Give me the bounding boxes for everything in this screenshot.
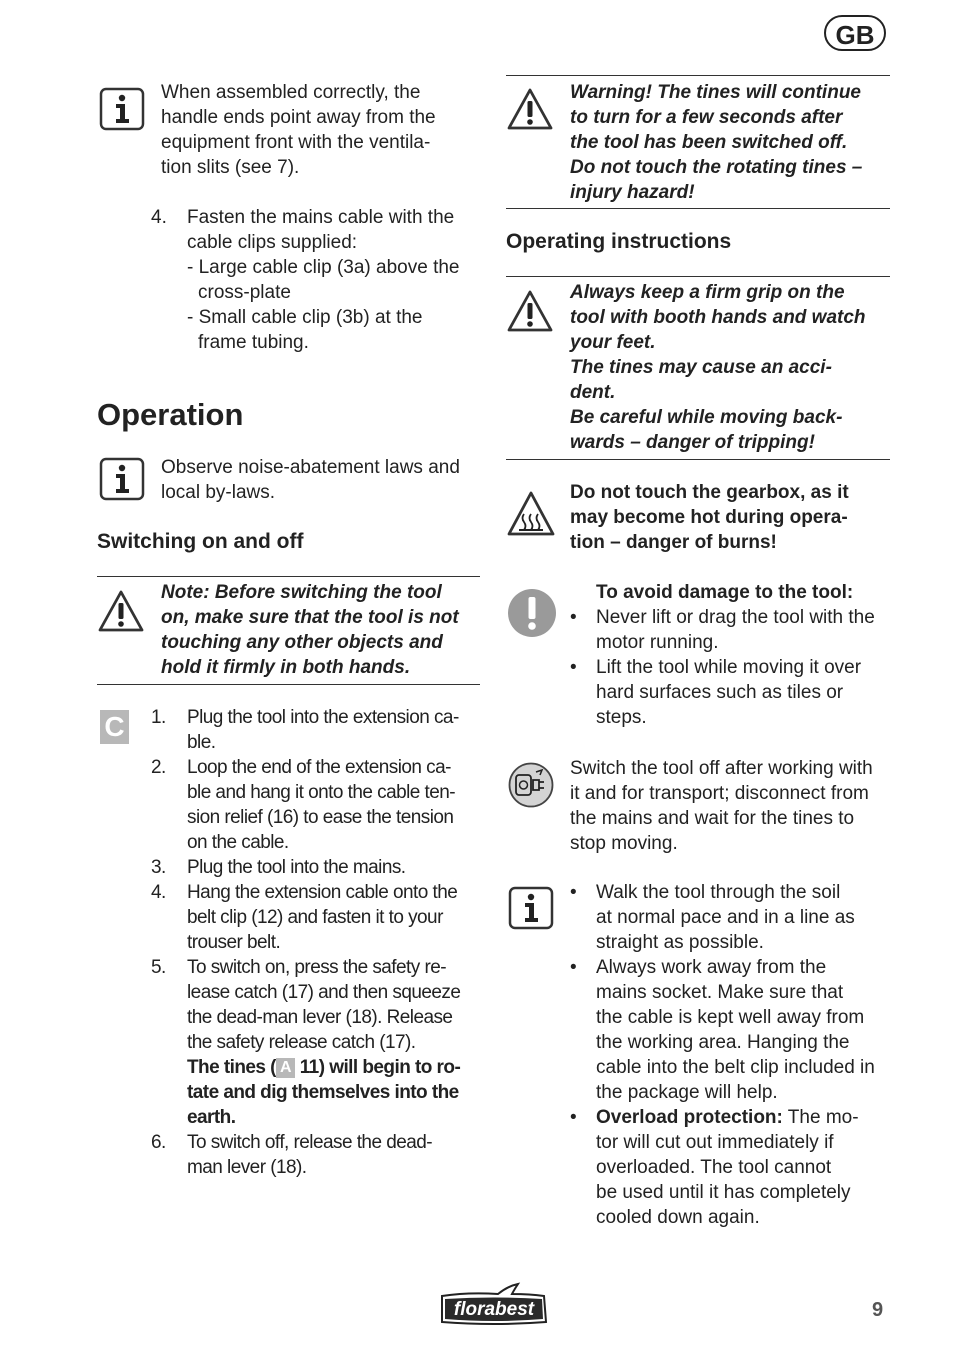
unplug-icon <box>508 762 554 815</box>
divider <box>506 276 890 277</box>
usage-tips-list <box>570 880 896 1230</box>
text-line: When assembled correctly, the <box>161 82 421 103</box>
text-line: to turn for a few seconds after <box>570 107 843 128</box>
text-line: tor will cut out immediately if <box>596 1132 834 1153</box>
text-line: Loop the end of the extension ca- <box>187 757 451 778</box>
list-item <box>570 955 896 1105</box>
switch-off-note <box>570 756 900 856</box>
text-line: Plug the tool into the extension ca- <box>187 707 459 728</box>
step-4-cable-clips <box>151 205 487 355</box>
damage-avoidance-list <box>570 580 896 730</box>
text-line: cable clips supplied: <box>187 232 358 253</box>
language-badge: GB <box>824 15 886 51</box>
text-line: cooled down again. <box>596 1207 760 1228</box>
text-line: dent. <box>570 382 616 403</box>
text-line: Do not touch the rotating tines – <box>570 157 863 178</box>
figure-c-badge: C <box>100 710 129 744</box>
text-line: Note: Before switching the tool <box>161 582 442 603</box>
text-line: sion relief (16) to ease the tension <box>187 807 454 828</box>
text-line: tion – danger of burns! <box>570 532 777 553</box>
text-line: tool with booth hands and watch <box>570 307 866 328</box>
text-line: Observe noise-abatement laws and <box>161 457 460 478</box>
text-line: the mains and wait for the tines to <box>570 808 855 829</box>
text-line: cable into the belt clip included in <box>596 1057 875 1078</box>
list-item <box>151 755 487 855</box>
text-line: man lever (18). <box>187 1157 307 1178</box>
text-line: the dead-man lever (18). Release <box>187 1007 453 1028</box>
text-fragment: The tines ( <box>187 1057 276 1078</box>
list-item <box>570 1105 896 1230</box>
step-number: 5. <box>151 957 166 978</box>
note-before-switching <box>161 580 491 680</box>
info-icon <box>99 87 145 131</box>
text-line: belt clip (12) and fasten it to your <box>187 907 443 928</box>
text-line: mains socket. Make sure that <box>596 982 844 1003</box>
info-note-noise <box>161 455 491 505</box>
list-item <box>570 880 896 955</box>
text-line: - Small cable clip (3b) at the <box>187 307 423 328</box>
text-line: the working area. Hanging the <box>596 1032 850 1053</box>
text-line: To switch off, release the dead- <box>187 1132 433 1153</box>
text-line: hard surfaces such as tiles or <box>596 682 844 703</box>
warning-firm-grip <box>570 280 900 455</box>
text-line: Never lift or drag the tool with the <box>596 607 875 628</box>
text-fragment: The mo- <box>782 1107 859 1128</box>
hot-surface-icon <box>506 490 556 538</box>
info-icon <box>508 886 554 930</box>
step-number: 4. <box>151 882 166 903</box>
divider <box>506 75 890 76</box>
text-line: Hang the extension cable onto the <box>187 882 458 903</box>
text-line: touching any other objects and <box>161 632 443 653</box>
info-icon <box>99 457 145 501</box>
step-number: 4. <box>151 207 167 228</box>
info-note-handle-ends <box>161 80 491 180</box>
text-line: at normal pace and in a line as <box>596 907 855 928</box>
text-line: may become hot during opera- <box>570 507 848 528</box>
text-line: the cable is kept well away from <box>596 1007 865 1028</box>
bullet: • <box>570 657 577 678</box>
text-line: the tool has been switched off. <box>570 132 848 153</box>
text-line: stop moving. <box>570 833 678 854</box>
section-title-operation: Operation <box>97 397 244 432</box>
text-line: tate and dig themselves into the <box>187 1082 459 1103</box>
text-line: Be careful while moving back- <box>570 407 843 428</box>
text-line: Fasten the mains cable with the <box>187 207 455 228</box>
overload-label: Overload protection: <box>596 1107 783 1128</box>
text-line: equipment front with the ventila- <box>161 132 431 153</box>
text-line: ble and hang it onto the cable ten- <box>187 782 456 803</box>
text-line: straight as possible. <box>596 932 764 953</box>
subsection-title-switching: Switching on and off <box>97 530 304 553</box>
warning-icon <box>97 588 145 634</box>
text-fragment: 11) will begin to ro- <box>299 1057 461 1078</box>
step-number: 6. <box>151 1132 166 1153</box>
warning-icon <box>506 288 554 334</box>
text-line: Walk the tool through the soil <box>596 882 841 903</box>
text-line: motor running. <box>596 632 719 653</box>
florabest-logo <box>438 1282 548 1328</box>
bullet: • <box>570 882 577 903</box>
list-item <box>570 605 896 655</box>
list-item <box>151 855 487 880</box>
text-line: To switch on, press the safety re- <box>187 957 447 978</box>
text-line: ble. <box>187 732 216 753</box>
text-line: earth. <box>187 1107 236 1128</box>
text-line: wards – danger of tripping! <box>570 432 815 453</box>
divider <box>97 576 480 577</box>
text-line: overloaded. The tool cannot <box>596 1157 832 1178</box>
page-number: 9 <box>872 1299 884 1321</box>
text-line: The tines may cause an acci- <box>570 357 832 378</box>
text-line: Switch the tool off after working with <box>570 758 873 779</box>
bullet: • <box>570 1107 577 1128</box>
text-line: handle ends point away from the <box>161 107 436 128</box>
subsection-title-operating: Operating instructions <box>506 230 732 253</box>
text-line: steps. <box>596 707 647 728</box>
text-line: your feet. <box>570 332 656 353</box>
text-line: the package will help. <box>596 1082 778 1103</box>
text-line: hold it firmly in both hands. <box>161 657 411 678</box>
step-number: 3. <box>151 857 166 878</box>
list-heading: To avoid damage to the tool: <box>596 582 854 603</box>
text-line: it and for transport; disconnect from <box>570 783 869 804</box>
list-item <box>151 880 487 955</box>
list-item <box>151 955 487 1130</box>
divider <box>506 459 890 460</box>
text-line: Plug the tool into the mains. <box>187 857 406 878</box>
step-number: 2. <box>151 757 166 778</box>
text-line: - Large cable clip (3a) above the <box>187 257 460 278</box>
switching-steps-list <box>151 705 487 1180</box>
text-line: Always keep a firm grip on the <box>570 282 845 303</box>
figure-a-badge: A <box>276 1058 295 1078</box>
list-item <box>570 655 896 730</box>
text-line: the safety release catch (17). <box>187 1032 416 1053</box>
text-line: local by-laws. <box>161 482 276 503</box>
text-line: be used until it has completely <box>596 1182 851 1203</box>
divider <box>506 208 890 209</box>
bullet: • <box>570 957 577 978</box>
text-line: cross-plate <box>198 282 291 303</box>
text-line: Do not touch the gearbox, as it <box>570 482 849 503</box>
text-line: Lift the tool while moving it over <box>596 657 862 678</box>
text-line: Always work away from the <box>596 957 827 978</box>
tines-bold-line <box>187 1055 487 1080</box>
text-line: tion slits (see 7). <box>161 157 300 178</box>
text-line: Warning! The tines will continue <box>570 82 861 103</box>
step-number: 1. <box>151 707 166 728</box>
hot-gearbox-warning <box>570 480 900 555</box>
logo-text: florabest <box>453 1299 535 1320</box>
warning-icon <box>506 86 554 132</box>
text-line: injury hazard! <box>570 182 695 203</box>
text-line: trouser belt. <box>187 932 281 953</box>
text-line: lease catch (17) and then squeeze <box>187 982 461 1003</box>
text-line: frame tubing. <box>198 332 309 353</box>
text-line: on, make sure that the tool is not <box>161 607 459 628</box>
list-item <box>151 1130 487 1180</box>
warning-tines-continue <box>570 80 900 205</box>
divider <box>97 684 480 685</box>
bullet: • <box>570 607 577 628</box>
overload-first-line <box>596 1105 896 1130</box>
list-item <box>151 705 487 755</box>
attention-icon <box>507 588 557 645</box>
text-line: on the cable. <box>187 832 289 853</box>
